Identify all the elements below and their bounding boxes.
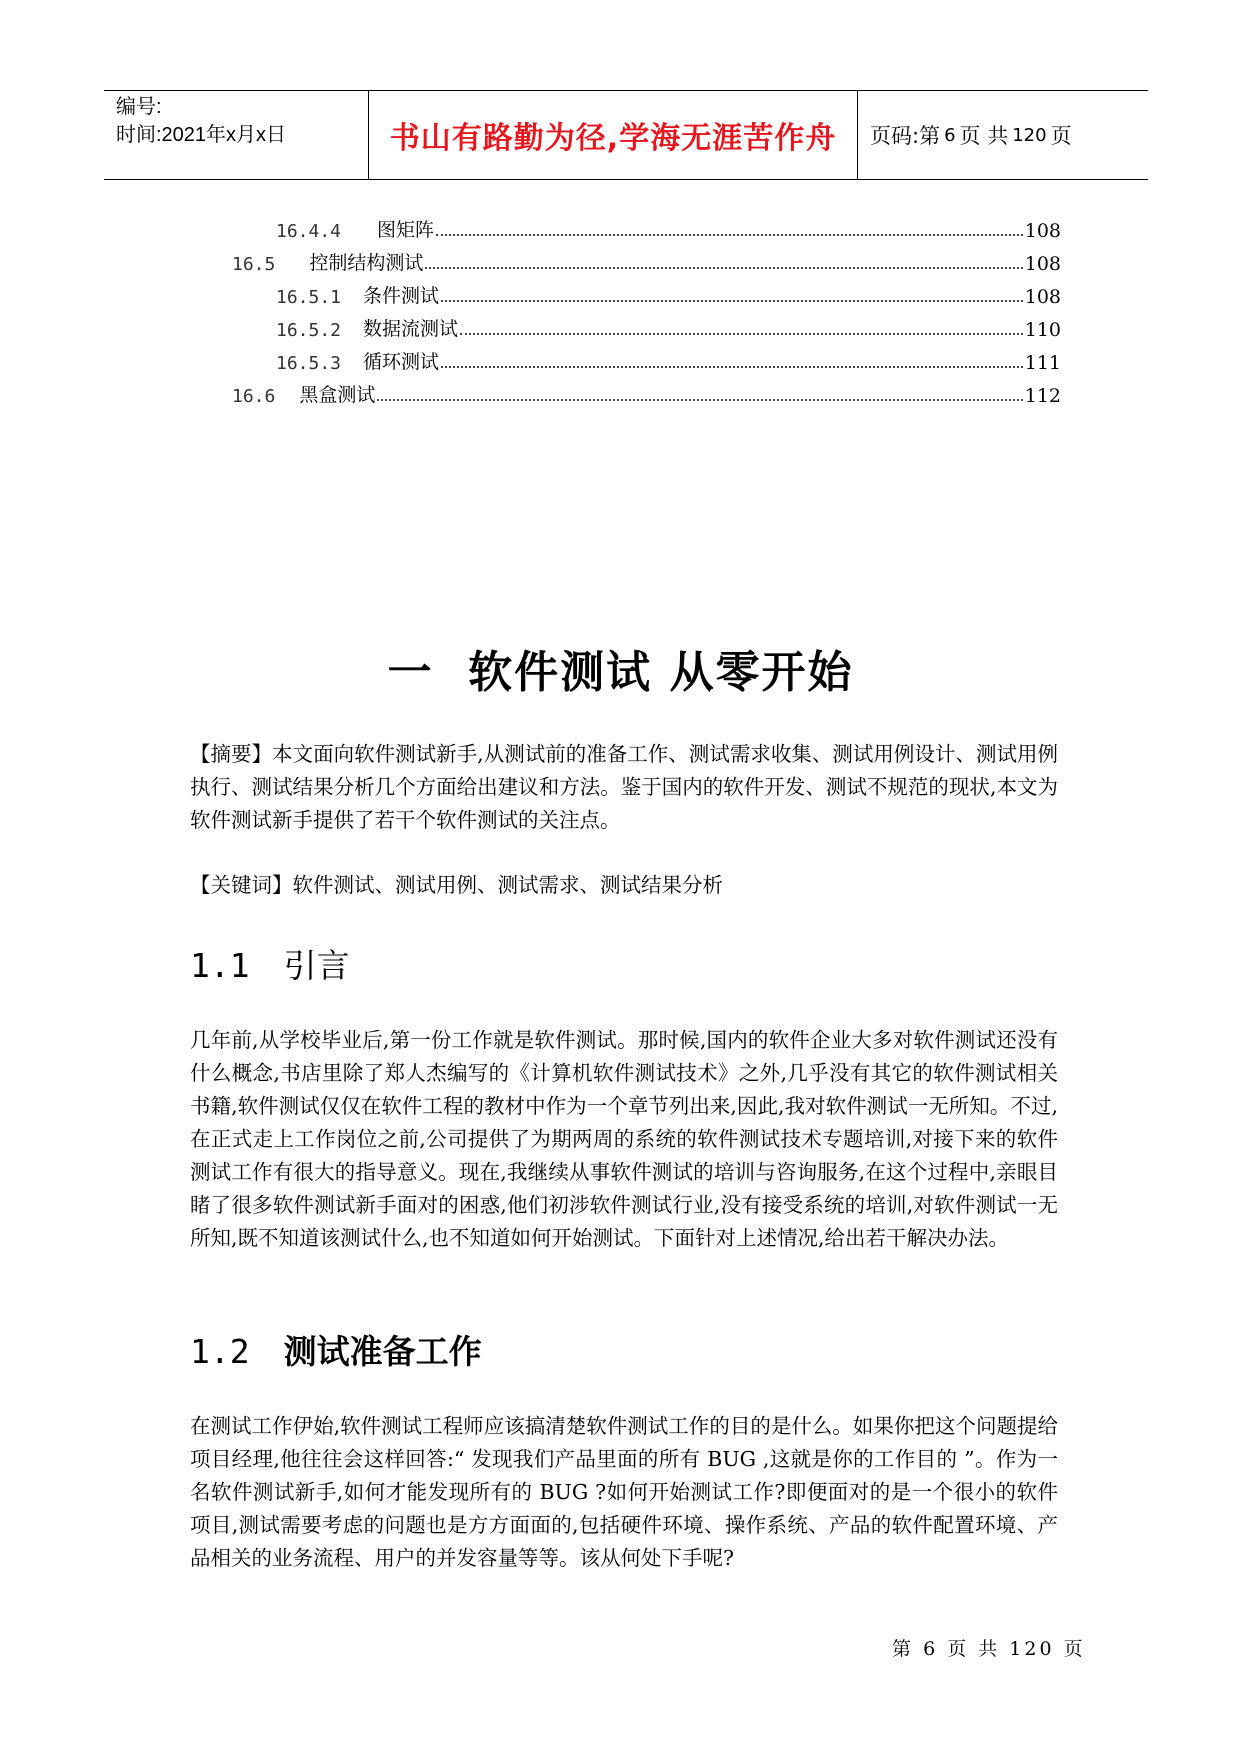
toc-number: 16.5 [232, 254, 276, 275]
toc-entry[interactable] [276, 344, 1061, 374]
page-prefix: 页码:第 [870, 124, 941, 148]
toc-leader [441, 300, 1023, 302]
toc-page: 111 [1024, 352, 1061, 374]
footer-current: 6 [923, 1638, 939, 1660]
page-mid: 页 共 [959, 124, 1009, 148]
toc-leader [460, 333, 1023, 335]
chapter-title: 一 软件测试 从零开始 [387, 647, 854, 698]
section-number: 1.1 [190, 946, 250, 985]
toc-page: 108 [1024, 253, 1061, 275]
toc-number: 16.5.1 [276, 287, 342, 308]
page-total: 120 [1012, 124, 1047, 146]
toc-title: 循环测试 [363, 351, 440, 373]
toc-title: 黑盒测试 [299, 384, 376, 406]
header-page-info [858, 91, 1148, 179]
header-motto: 书山有路勤为径,学海无涯苦作舟 [368, 91, 858, 179]
section-number: 1.2 [190, 1332, 250, 1371]
section-title: 引言 [283, 946, 350, 985]
abstract-paragraph: 【摘要】本文面向软件测试新手,从测试前的准备工作、测试需求收集、测试用例设计、测试用例执行、测试结果分析几个方面给出建议和方法。鉴于国内的软件开发、测试不规范的现状,本文为软件测试新手提供了若干个软件测试的关注点。 [190, 742, 1058, 832]
page-header [104, 90, 1148, 180]
toc-leader [436, 234, 1023, 236]
footer-total: 120 [1009, 1638, 1055, 1660]
toc-title: 控制结构测试 [309, 252, 424, 274]
section-body: 在测试工作伊始,软件测试工程师应该搞清楚软件测试工作的目的是什么。如果你把这个问题提给项目经理,他往往会这样回答:“ 发现我们产品里面的所有 BUG ,这就是你的工作目的 ”。作为一名软件测试新手,如何才能发现所有的 BUG ?如何开始测试工作?即便面对的是一个很小的软件项目,测试需要考虑的问题也是方方面面的,包括硬件环境、操作系统、产品的软件配置环境、产品相关的业务流程、用户的并发容量等等。该从何处下手呢? [190, 1414, 1058, 1570]
header-left [104, 91, 368, 179]
section-title: 测试准备工作 [283, 1332, 482, 1371]
toc-number: 16.6 [232, 386, 276, 407]
footer-mid: 页 共 [947, 1638, 1001, 1660]
toc-leader [377, 399, 1022, 401]
toc-title: 条件测试 [363, 285, 440, 307]
section-heading [190, 940, 350, 987]
toc-leader [441, 366, 1023, 368]
toc-number: 16.4.4 [276, 221, 342, 242]
toc-entry[interactable] [276, 212, 1061, 242]
page-current: 6 [944, 124, 956, 146]
footer-prefix: 第 [892, 1638, 915, 1660]
section-heading [190, 1326, 482, 1373]
toc-number: 16.5.3 [276, 353, 342, 374]
toc-entry[interactable] [232, 245, 1061, 275]
keywords-line: 【关键词】软件测试、测试用例、测试需求、测试结果分析 [190, 873, 723, 897]
section-body: 几年前,从学校毕业后,第一份工作就是软件测试。那时候,国内的软件企业大多对软件测试还没有什么概念,书店里除了郑人杰编写的《计算机软件测试技术》之外,几乎没有其它的软件测试相关书籍,软件测试仅仅在软件工程的教材中作为一个章节列出来,因此,我对软件测试一无所知。不过,在正式走上工作岗位之前,公司提供了为期两周的系统的软件测试技术专题培训,对接下来的软件测试工作有很大的指导意义。现在,我继续从事软件测试的培训与咨询服务,在这个过程中,亲眼目睹了很多软件测试新手面对的困惑,他们初涉软件测试行业,没有接受系统的培训,对软件测试一无所知,既不知道该测试什么,也不知道如何开始测试。下面针对上述情况,给出若干解决办法。 [190, 1028, 1058, 1250]
toc-entry[interactable] [276, 311, 1061, 341]
page-footer [892, 1634, 1086, 1661]
page-suffix: 页 [1050, 124, 1072, 148]
toc-page: 112 [1024, 385, 1061, 407]
time-label: 时间:2021年x月x日 [116, 124, 287, 146]
toc-number: 16.5.2 [276, 320, 342, 341]
toc-title: 图矩阵 [377, 219, 435, 241]
toc-entry[interactable] [276, 278, 1061, 308]
toc-title: 数据流测试 [363, 318, 459, 340]
toc-page: 108 [1024, 286, 1061, 308]
toc-page: 110 [1024, 319, 1061, 341]
toc-page: 108 [1024, 220, 1061, 242]
number-label: 编号: [116, 96, 162, 118]
toc-entry[interactable] [232, 377, 1061, 407]
toc-leader [425, 267, 1022, 269]
footer-suffix: 页 [1063, 1638, 1086, 1660]
